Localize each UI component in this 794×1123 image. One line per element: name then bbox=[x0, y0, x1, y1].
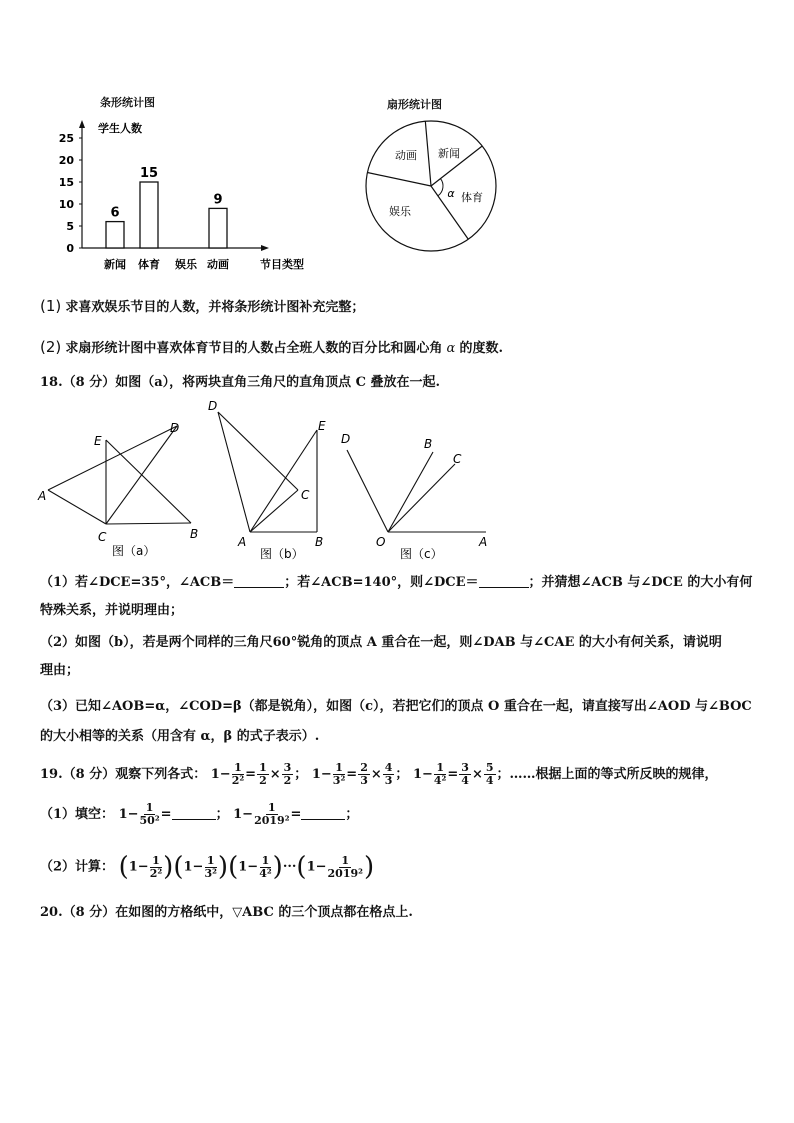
fig-b-label-C: C bbox=[301, 488, 310, 502]
fraction: $\frac{4}{3}$ bbox=[384, 761, 393, 787]
fig-b-caption: 图（b） bbox=[260, 547, 304, 561]
fraction: $\frac{5}{4}$ bbox=[485, 761, 494, 787]
bar-category-label: 新闻 bbox=[104, 258, 126, 271]
fraction: $\frac{1}{\text{2²}}$ bbox=[231, 761, 245, 787]
q18-p1-line1: （1）若∠DCE=35°，∠ACB＝ ；若∠ACB=140°，则∠DCE＝ ；并猜想∠ACB 与∠DCE 的大小有何 bbox=[40, 575, 753, 590]
bar-y-tick-label: 20 bbox=[58, 154, 74, 167]
x-axis-arrow bbox=[261, 245, 269, 251]
bar-data-label: 9 bbox=[213, 192, 223, 208]
fig-c-label-O: O bbox=[376, 535, 386, 549]
fig-c-label-D: D bbox=[341, 432, 351, 446]
pie-alpha-label: α bbox=[447, 187, 455, 200]
fraction: $\frac{1}{\text{4²}}$ bbox=[433, 761, 447, 787]
pie-slice-label: 体育 bbox=[461, 191, 483, 204]
bar-y-tick-label: 5 bbox=[66, 220, 74, 233]
q18-p2-line2: 理由； bbox=[40, 663, 80, 678]
fraction: $\frac{1}{\text{3²}}$ bbox=[204, 853, 217, 880]
bar-category-label: 体育 bbox=[138, 258, 160, 271]
fraction: $\frac{1}{\text{2019²}}$ bbox=[254, 801, 290, 827]
y-axis-arrow bbox=[79, 120, 85, 128]
fraction: $\frac{1}{\text{2²}}$ bbox=[149, 853, 163, 880]
bar bbox=[209, 208, 227, 248]
bar-xlabel: 节目类型 bbox=[260, 258, 304, 271]
fig-b-label-B: B bbox=[315, 535, 324, 549]
fig-a-label-B: B bbox=[190, 527, 199, 541]
q19-part2: （2）计算： (1− $\frac{1}{\text{2²}}$ )(1− $\frac{1}{\text{3²}}$ )(1− $\frac{1}{\text{4²}}$ )···(1− $\frac{1}{\text{2019²}}$ ) bbox=[40, 852, 375, 882]
q18-p3-line2: 的大小相等的关系（用含有 α，β 的式子表示）. bbox=[40, 729, 320, 744]
fraction: $\frac{1}{\text{50²}}$ bbox=[139, 801, 160, 827]
q18-header: 18.（8 分）如图（a），将两块直角三角尺的直角顶点 C 叠放在一起. bbox=[40, 375, 441, 390]
bar-y-tick-label: 15 bbox=[58, 176, 74, 189]
answer-blank[interactable] bbox=[234, 575, 284, 588]
bar-chart-title: 条形统计图 bbox=[100, 96, 155, 109]
bar-chart bbox=[50, 110, 310, 275]
pie-chart bbox=[360, 115, 500, 265]
q18-p3-line1: （3）已知∠AOB=α，∠COD=β（都是锐角），如图（c），若把它们的顶点 O 重合在一起，请直接写出∠AOD 与∠BOC bbox=[40, 699, 752, 714]
figure-c bbox=[347, 450, 486, 532]
q19-header: 19.（8 分）观察下列各式： 1− $\frac{1}{\text{2²}}$ = $\frac{1}{2}$ × $\frac{3}{2}$ ； 1− $\frac{1}{\text{3²}}$ = $\frac{2}{3}$ × $\frac{4}{3}$ ； 1− $\frac{1}{\text{4²}}$ = $\frac{3}{4}$ × $\frac{5}{4}$ ；……根据上面的等式所反映的规律， bbox=[40, 761, 718, 787]
bar-category-label: 娱乐 bbox=[175, 258, 197, 271]
fig-a-label-C: C bbox=[98, 530, 107, 544]
q18-p2-line1: （2）如图（b），若是两个同样的三角尺60°锐角的顶点 A 重合在一起，则∠DAB 与∠CAE 的大小有何关系，请说明 bbox=[40, 635, 722, 650]
fig-a-label-D: D bbox=[170, 421, 180, 435]
fraction: $\frac{1}{\text{2019²}}$ bbox=[327, 853, 363, 880]
fig-c-label-B: B bbox=[424, 437, 433, 451]
q19-part1: （1）填空： 1− $\frac{1}{\text{50²}}$ = ； 1− $\frac{1}{\text{2019²}}$ = ； bbox=[40, 801, 359, 827]
fig-c-label-C: C bbox=[453, 452, 462, 466]
figure-b bbox=[218, 412, 317, 532]
bar-y-tick-label: 10 bbox=[58, 198, 74, 211]
pie-chart-title: 扇形统计图 bbox=[387, 98, 442, 111]
bar bbox=[140, 182, 158, 248]
fraction: $\frac{3}{2}$ bbox=[283, 761, 292, 787]
fig-a-label-E: E bbox=[94, 434, 102, 448]
q18-p1-line2: 特殊关系，并说明理由； bbox=[40, 603, 184, 618]
fig-b-label-E: E bbox=[318, 419, 326, 433]
pie-slice-label: 新闻 bbox=[438, 147, 460, 160]
bar-category-label: 动画 bbox=[207, 258, 229, 271]
fig-b-label-A: A bbox=[238, 535, 247, 549]
q17-part1: (1) 求喜欢娱乐节目的人数，并将条形统计图补充完整； bbox=[40, 297, 365, 315]
answer-blank[interactable] bbox=[172, 807, 216, 820]
figure-a bbox=[48, 426, 191, 524]
fig-b-label-D: D bbox=[208, 399, 218, 413]
bar-ylabel: 学生人数 bbox=[98, 122, 142, 135]
fig-a-label-A: A bbox=[38, 489, 47, 503]
answer-blank[interactable] bbox=[301, 807, 345, 820]
bar-y-tick-label: 25 bbox=[58, 132, 74, 145]
fraction: $\frac{1}{2}$ bbox=[259, 761, 267, 787]
bar-data-label: 6 bbox=[110, 205, 120, 221]
pie-slice-label: 动画 bbox=[395, 149, 417, 162]
bar bbox=[106, 222, 124, 248]
fraction: $\frac{1}{\text{4²}}$ bbox=[259, 853, 272, 880]
fraction: $\frac{1}{\text{3²}}$ bbox=[332, 761, 346, 787]
bar-y-tick-label: 0 bbox=[66, 242, 74, 255]
fig-a-caption: 图（a） bbox=[112, 544, 156, 558]
fraction: $\frac{2}{3}$ bbox=[360, 761, 368, 787]
q18-figures bbox=[30, 398, 510, 568]
fraction: $\frac{3}{4}$ bbox=[461, 761, 469, 787]
q17-part2: (2) 求扇形统计图中喜欢体育节目的人数占全班人数的百分比和圆心角 α 的度数. bbox=[40, 338, 503, 356]
q20-text: 20.（8 分）在如图的方格纸中，▽ABC 的三个顶点都在格点上. bbox=[40, 905, 413, 920]
fig-c-caption: 图（c） bbox=[400, 547, 443, 561]
answer-blank[interactable] bbox=[479, 575, 529, 588]
fig-c-label-A: A bbox=[479, 535, 488, 549]
bar-data-label: 15 bbox=[139, 166, 159, 181]
pie-slice-label: 娱乐 bbox=[389, 205, 411, 218]
